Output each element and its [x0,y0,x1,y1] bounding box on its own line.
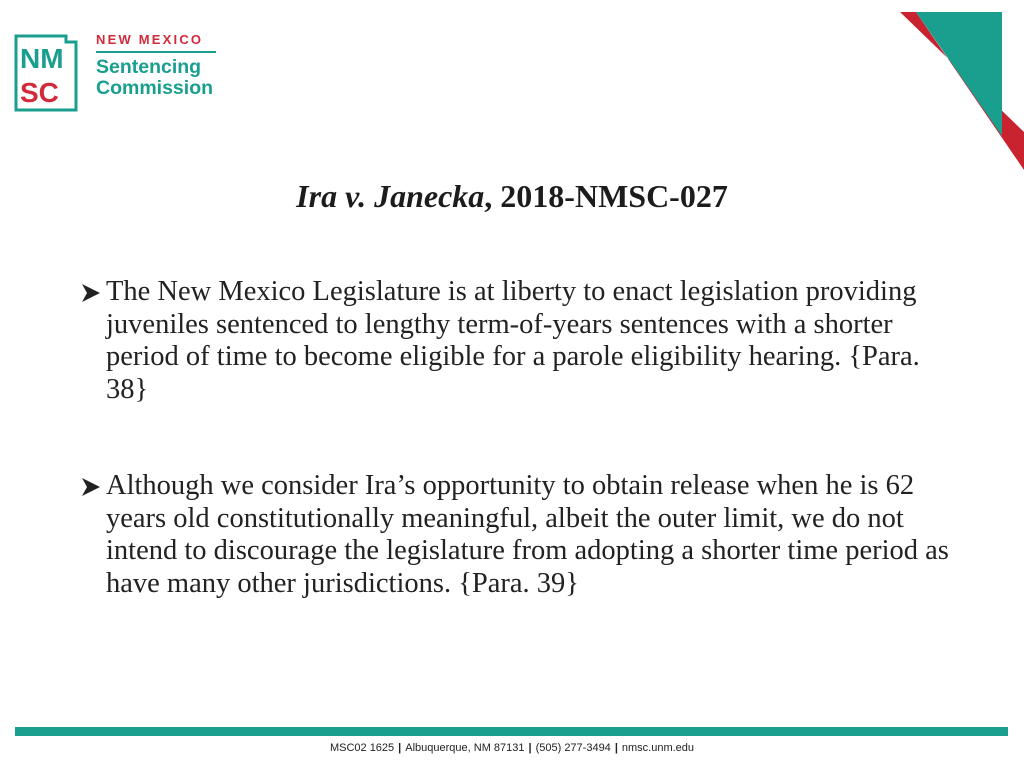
logo-sentencing: Sentencing [96,56,202,78]
case-citation: , 2018-NMSC-027 [484,178,728,214]
bullet-text: The New Mexico Legislature is at liberty to enact legislation providing juveniles sentenced to lengthy term-of-years sentences with a shorter period of time to become eligible for a parole eligibility hearing. {Para. 38} [106,276,920,405]
bullet-item [80,276,960,406]
logo-new-mexico: NEW MEXICO [96,32,204,47]
logo-mark-bottom: SC [20,77,59,108]
nmsc-logo-mark [14,34,78,112]
bullet-text: Although we consider Ira’s opportunity to obtain release when he is 62 years old constitutionally meaningful, albeit the outer limit, we do not intend to discourage the legislature from adopting a shorter time period as have many other jurisdictions. {Para. 39} [106,470,949,599]
slide-title [0,178,1024,215]
footer-city: Albuquerque, NM 87131 [405,742,525,754]
footer-separator: | [614,742,618,754]
bullet-arrow-icon [80,282,102,304]
logo-commission: Commission [96,77,214,99]
footer-separator: | [398,742,402,754]
corner-stripe-decoration [900,0,1024,170]
logo-rule [96,51,216,53]
footer-website[interactable]: nmsc.unm.edu [621,742,695,754]
footer-bar [15,727,1008,736]
logo-text [96,32,236,99]
footer-address: MSC02 1625 [329,742,395,754]
bullet-arrow-icon [80,476,102,498]
case-name: Ira v. Janecka [296,178,485,214]
footer-phone: (505) 277-3494 [535,742,611,754]
footer-contact [0,742,1024,754]
bullet-list [80,276,960,600]
bullet-item [80,470,960,600]
logo-mark-top: NM [20,43,64,74]
nmsc-logo [14,32,234,112]
footer-separator: | [528,742,532,754]
